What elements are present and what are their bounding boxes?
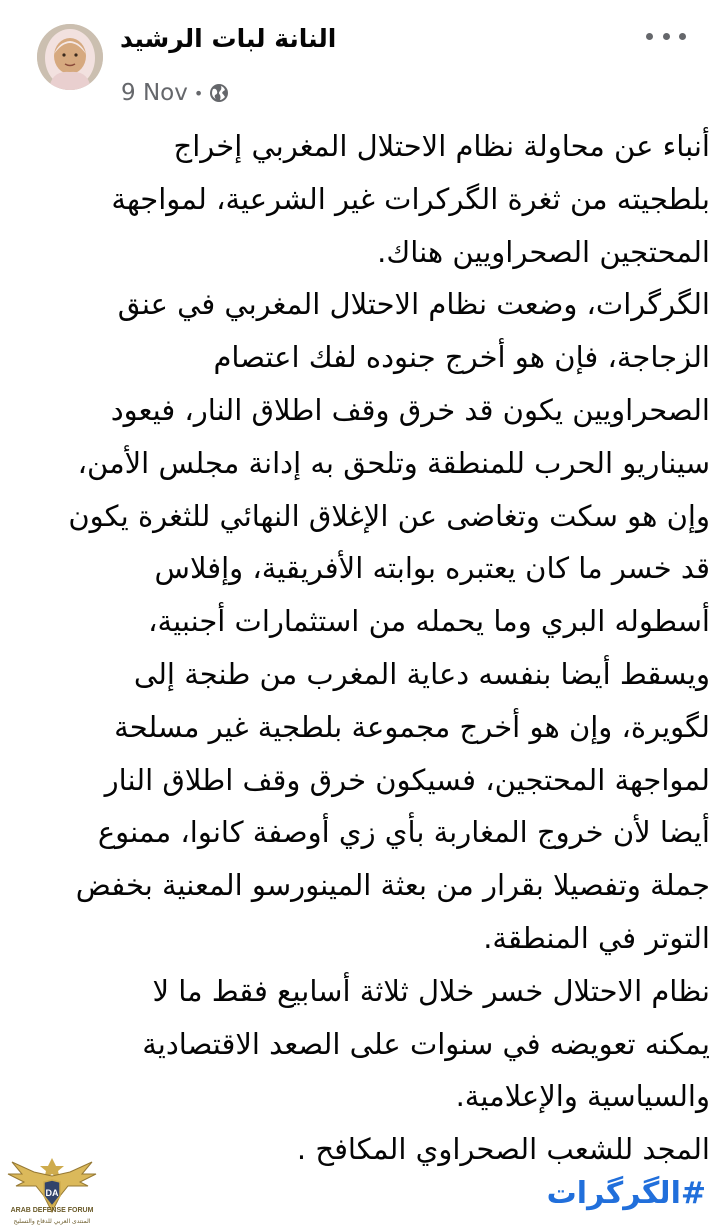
forum-logo-icon: [4, 1152, 100, 1228]
post-line: بلطجيته من ثغرة الگركرات غير الشرعية، لمواجهة: [111, 181, 710, 216]
more-options-dot: [646, 33, 653, 40]
post-line: ويسقط أيضا بنفسه دعاية المغرب من طنجة إلى: [133, 656, 710, 691]
more-options-dot: [663, 33, 670, 40]
post-line: سيناريو الحرب للمنطقة وتلحق به إدانة مجلس الأمن،: [77, 445, 710, 480]
post-text: [20, 120, 710, 1176]
post-line: وإن هو سكت وتغاضى عن الإغلاق النهائي للثغرة يكون: [68, 498, 710, 533]
post-line: الصحراويين يكون قد خرق وقف اطلاق النار، فيعود: [110, 392, 710, 427]
post-line: لگويرة، وإن هو أخرج مجموعة بلطجية غير مسلحة: [114, 709, 710, 744]
more-options-dot: [679, 33, 686, 40]
post-line: والسياسية والإعلامية.: [455, 1079, 710, 1114]
svg-text:DA: DA: [45, 1188, 59, 1198]
globe-icon[interactable]: [209, 83, 229, 103]
post-meta: [121, 80, 229, 106]
post-line: الگرگرات، وضعت نظام الاحتلال المغربي في عنق: [117, 287, 710, 322]
post-line: نظام الاحتلال خسر خلال ثلاثة أسابيع فقط ما لا: [152, 973, 710, 1008]
post-line: أسطوله البري وما يحمله من استثمارات أجنبية،: [148, 604, 710, 639]
post-line: أنباء عن محاولة نظام الاحتلال المغربي إخراج: [173, 129, 710, 163]
hashtag-link[interactable]: #الگرگرات: [546, 1176, 706, 1211]
post-line: لمواجهة المحتجين، فسيكون خرق وقف اطلاق النار: [104, 762, 710, 797]
watermark-name: ARAB DEFENSE FORUM: [10, 1207, 94, 1214]
post-line: المحتجين الصحراويين هناك.: [377, 234, 710, 269]
post-line: جملة وتفصيلا بقرار من بعثة المينورسو المعنية بخفض: [75, 868, 710, 903]
watermark-subtitle: المنتدى العربي للدفاع والتسليح: [13, 1218, 91, 1225]
author-avatar[interactable]: [37, 24, 103, 90]
post-header: [0, 0, 720, 118]
meta-separator: •: [193, 83, 204, 103]
post-line: التوتر في المنطقة.: [483, 920, 710, 955]
post-line: يمكنه تعويضه في سنوات على الصعد الاقتصادية: [142, 1026, 710, 1061]
post-line: المجد للشعب الصحراوي المكافح .: [296, 1132, 710, 1167]
post-date[interactable]: 9 Nov: [121, 80, 188, 106]
post-line: الزجاجة، فإن هو أخرج جنوده لفك اعتصام: [213, 340, 710, 375]
author-name[interactable]: النانة لبات الرشيد: [120, 24, 337, 53]
post-line: أيضا لأن خروج المغاربة بأي زي أوصفة كانوا، ممنوع: [97, 815, 710, 850]
more-options-button[interactable]: [646, 24, 686, 48]
post-line: قد خسر ما كان يعتبره بوابته الأفريقية، وإفلاس: [154, 551, 710, 586]
